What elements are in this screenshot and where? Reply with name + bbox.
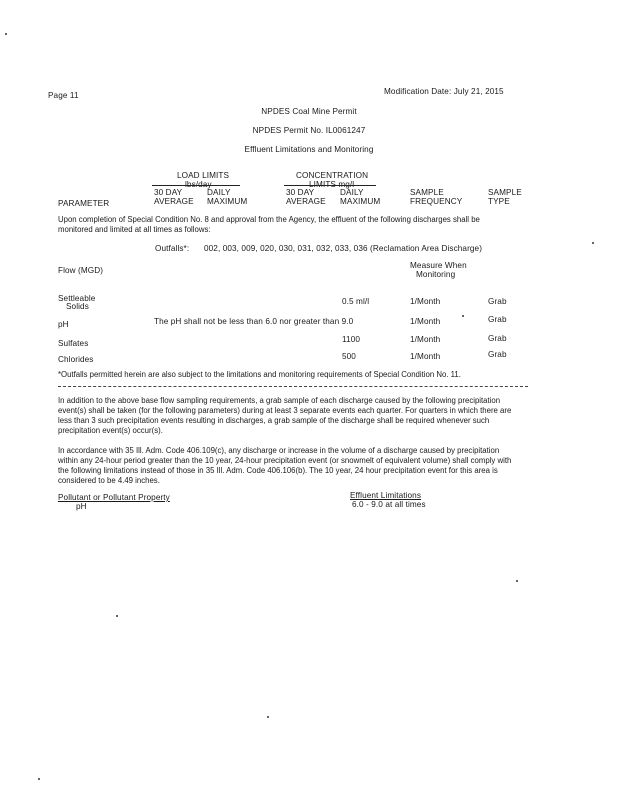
para1-line-4: precipitation event(s) occur(s). bbox=[58, 426, 163, 435]
effluent-value: 6.0 - 9.0 at all times bbox=[352, 500, 426, 509]
scan-speck bbox=[462, 315, 464, 317]
row-settleable-param-2: Solids bbox=[66, 302, 89, 311]
row-ph-note: The pH shall not be less than 6.0 nor greater than 9.0 bbox=[154, 317, 354, 326]
conc-avg-head-2: AVERAGE bbox=[286, 197, 326, 206]
para2-line-1: In accordance with 35 Ill. Adm. Code 406.109(c), any discharge or increase in the volume of a discharge caused by precipitation bbox=[58, 446, 500, 455]
row-chlorides-type: Grab bbox=[488, 350, 507, 359]
row-settleable-param: Settleable bbox=[58, 294, 96, 303]
sample-freq-head-1: SAMPLE bbox=[410, 188, 444, 197]
para1-line-3: less than 3 such precipitation events resulting in discharges, a grab sample of the discharge shall be required whenever such bbox=[58, 416, 490, 425]
sample-type-head-2: TYPE bbox=[488, 197, 510, 206]
intro-line-2: monitored and limited at all times as follows: bbox=[58, 225, 211, 234]
row-chlorides-param: Chlorides bbox=[58, 355, 94, 364]
row-chlorides-max: 500 bbox=[342, 352, 356, 361]
row-settleable-freq: 1/Month bbox=[410, 297, 441, 306]
scan-speck bbox=[5, 33, 7, 35]
row-settleable-type: Grab bbox=[488, 297, 507, 306]
section-separator bbox=[58, 386, 528, 387]
effluent-heading: Effluent Limitations bbox=[350, 491, 422, 500]
scan-speck bbox=[592, 242, 594, 244]
para2-line-2: within any 24-hour period greater than the 10 year, 24-hour precipitation event (or snowmelt of equivalent volume) shall comply with bbox=[58, 456, 512, 465]
conc-avg-head-1: 30 DAY bbox=[286, 188, 315, 197]
conc-max-head-1: DAILY bbox=[340, 188, 364, 197]
scan-speck bbox=[516, 580, 518, 582]
pollutant-value: pH bbox=[76, 502, 87, 511]
pollutant-heading: Pollutant or Pollutant Property bbox=[58, 493, 170, 502]
load-avg-head-1: 30 DAY bbox=[154, 188, 183, 197]
row-sulfates-param: Sulfates bbox=[58, 339, 89, 348]
row-ph-type: Grab bbox=[488, 315, 507, 324]
load-limits-rule bbox=[152, 185, 240, 186]
load-limits-heading: LOAD LIMITS bbox=[177, 171, 230, 180]
section-title: Effluent Limitations and Monitoring bbox=[244, 145, 374, 154]
row-flow-freq-2: Monitoring bbox=[416, 270, 456, 279]
modification-date: Modification Date: July 21, 2015 bbox=[384, 87, 504, 96]
row-chlorides-freq: 1/Month bbox=[410, 352, 441, 361]
row-ph-freq: 1/Month bbox=[410, 317, 441, 326]
load-max-head-2: MAXIMUM bbox=[207, 197, 248, 206]
load-avg-head-2: AVERAGE bbox=[154, 197, 194, 206]
outfalls-value: 002, 003, 009, 020, 030, 031, 032, 033, 036 (Reclamation Area Discharge) bbox=[204, 244, 483, 253]
parameter-heading: PARAMETER bbox=[58, 199, 110, 208]
scan-speck bbox=[38, 778, 40, 780]
conc-max-head-2: MAXIMUM bbox=[340, 197, 381, 206]
scan-speck bbox=[267, 716, 269, 718]
outfalls-label: Outfalls*: bbox=[155, 244, 190, 253]
row-settleable-max: 0.5 ml/l bbox=[342, 297, 370, 306]
load-max-head-1: DAILY bbox=[207, 188, 231, 197]
para1-line-1: In addition to the above base flow sampling requirements, a grab sample of each discharge caused by the following precipitation bbox=[58, 396, 501, 405]
row-ph-param: pH bbox=[58, 320, 69, 329]
permit-number: NPDES Permit No. IL0061247 bbox=[252, 126, 366, 135]
outfalls-footnote: *Outfalls permitted herein are also subject to the limitations and monitoring requirements of Special Condition No. 11. bbox=[58, 370, 461, 379]
row-sulfates-freq: 1/Month bbox=[410, 335, 441, 344]
row-sulfates-max: 1100 bbox=[342, 335, 361, 344]
row-sulfates-type: Grab bbox=[488, 334, 507, 343]
sample-type-head-1: SAMPLE bbox=[488, 188, 522, 197]
row-flow-freq: Measure When bbox=[410, 261, 467, 270]
page-number: Page 11 bbox=[48, 91, 79, 100]
scan-speck bbox=[116, 615, 118, 617]
load-limits-units: lbs/day bbox=[185, 180, 212, 189]
concentration-heading: CONCENTRATION bbox=[296, 171, 369, 180]
sample-freq-head-2: FREQUENCY bbox=[410, 197, 463, 206]
permit-title: NPDES Coal Mine Permit bbox=[261, 107, 357, 116]
para2-line-3: the following limitations instead of those in 35 Ill. Adm. Code 406.106(b). The 10 year, 24 hour precipitation event for this area is bbox=[58, 466, 498, 475]
para2-line-4: considered to be 4.49 inches. bbox=[58, 476, 160, 485]
concentration-rule bbox=[284, 185, 376, 186]
row-flow-param: Flow (MGD) bbox=[58, 266, 104, 275]
intro-line-1: Upon completion of Special Condition No. 8 and approval from the Agency, the effluent of the following discharges shall be bbox=[58, 215, 480, 224]
para1-line-2: event(s) shall be taken (for the following parameters) during at least 3 separate events each quarter. For quarters in which there are bbox=[58, 406, 512, 415]
concentration-units: LIMITS mg/l bbox=[309, 180, 355, 189]
